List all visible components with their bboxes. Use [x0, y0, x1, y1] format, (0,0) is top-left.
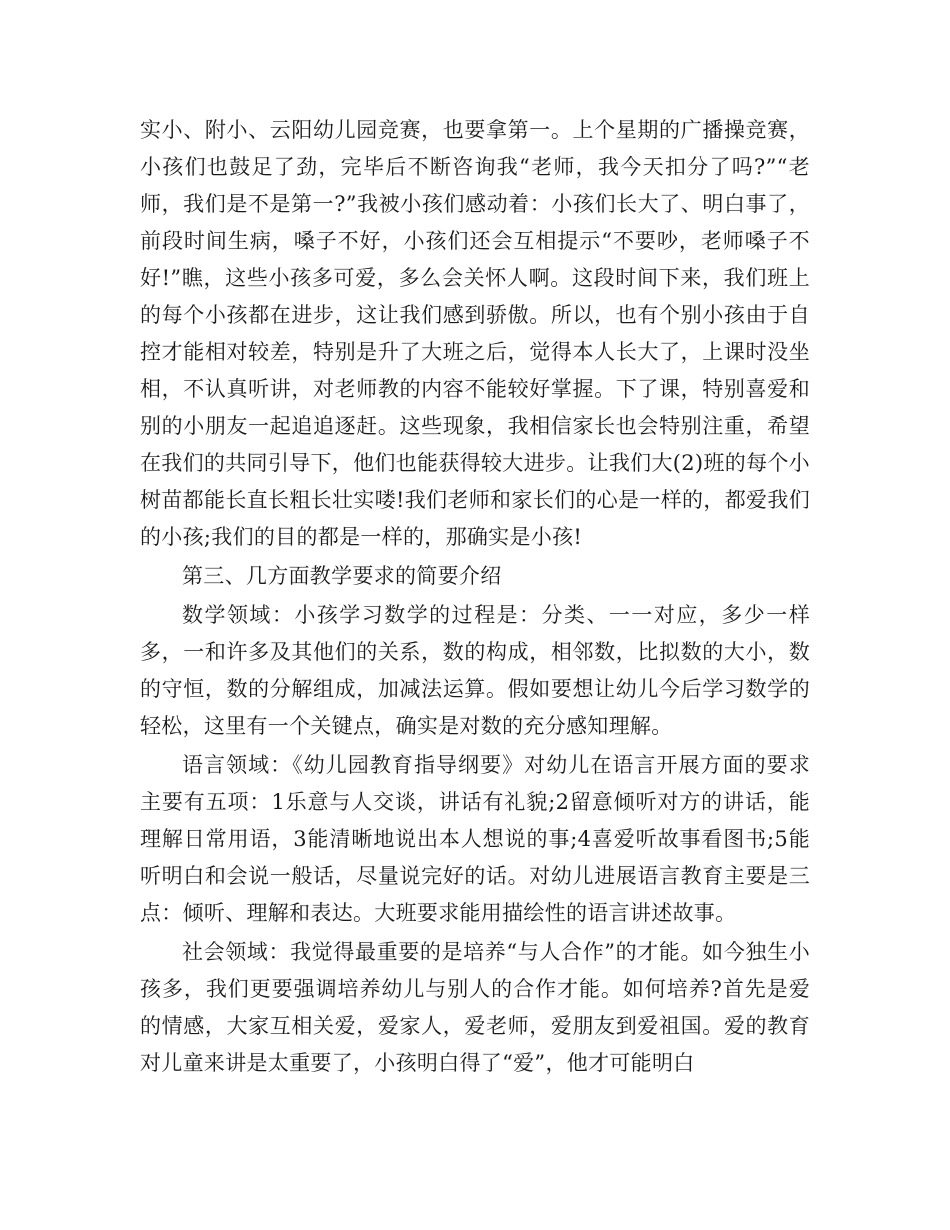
paragraph-social-domain: 社会领域：我觉得最重要的是培养“与人合作”的才能。如今独生小孩多，我们更要强调培养幼儿与别人的合作才能。如何培养?首先是爱的情感，大家互相关爱，爱家人，爱老师，爱朋友到爱祖国。爱的教育对儿童来讲是太重要了，小孩明白得了“爱”，他才可能明白 — [140, 940, 810, 1075]
section-heading-three: 第三、几方面教学要求的简要介绍 — [182, 564, 502, 588]
paragraph-language-domain: 语言领域：《幼儿园教育指导纲要》对幼儿在语言开展方面的要求主要有五项：1乐意与人交谈，讲话有礼貌;2留意倾听对方的讲话，能理解日常用语，3能清晰地说出本人想说的事;4喜爱听故事看图书;5能听明白和会说一般话，尽量说完好的话。对幼儿进展语言教育主要是三点：倾听、理解和表达。大班要求能用描绘性的语言讲述故事。 — [140, 753, 810, 925]
paragraph-math-domain: 数学领域：小孩学习数学的过程是：分类、一一对应，多少一样多，一和许多及其他们的关系，数的构成，相邻数，比拟数的大小，数的守恒，数的分解组成，加减法运算。假如要想让幼儿今后学习数学的轻松，这里有一个关键点，确实是对数的充分感知理解。 — [140, 603, 810, 738]
paragraph-continuation: 实小、附小、云阳幼儿园竞赛，也要拿第一。上个星期的广播操竞赛，小孩们也鼓足了劲，完毕后不断咨询我“老师，我今天扣分了吗?”“老师，我们是不是第一?”我被小孩们感动着：小孩们长大了、明白事了，前段时间生病，嗓子不好，小孩们还会互相提示“不要吵，老师嗓子不好!”瞧，这些小孩多可爱，多么会关怀人啊。这段时间下来，我们班上的每个小孩都在进步，这让我们感到骄傲。所以，也有个别小孩由于自控才能相对较差，特别是升了大班之后，觉得本人长大了，上课时没坐相，不认真听讲，对老师教的内容不能较好掌握。下了课，特别喜爱和别的小朋友一起追追逐赶。这些现象，我相信家长也会特别注重，希望在我们的共同引导下，他们也能获得较大进步。让我们大(2)班的每个小树苗都能长直长粗长壮实喽!我们老师和家长们的心是一样的，都爱我们的小孩;我们的目的都是一样的，那确实是小孩! — [140, 118, 810, 549]
document-body — [140, 112, 810, 1082]
